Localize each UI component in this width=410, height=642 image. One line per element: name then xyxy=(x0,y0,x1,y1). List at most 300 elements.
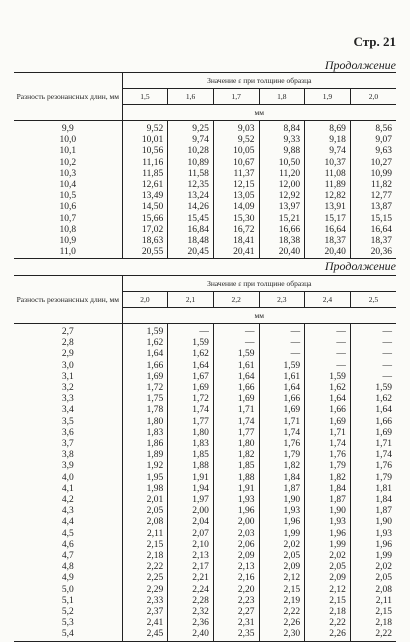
table-cell: 2,03 xyxy=(213,529,259,540)
table-cell: — xyxy=(305,361,351,372)
table-row xyxy=(14,324,396,339)
table-cell: 9,52 xyxy=(122,121,168,136)
table-cell: 2,20 xyxy=(213,585,259,596)
table-cell: — xyxy=(350,324,396,339)
table-cell: 1,61 xyxy=(213,361,259,372)
table-row xyxy=(14,439,396,450)
table-cell: 1,80 xyxy=(122,417,168,428)
table-cell: 16,64 xyxy=(350,225,396,236)
row-label: 3,4 xyxy=(61,405,74,416)
table-cell: 15,45 xyxy=(168,214,214,225)
table-cell: 1,72 xyxy=(168,394,214,405)
table-cell: 2,29 xyxy=(122,585,168,596)
table-cell: 1,59 xyxy=(213,349,259,360)
table-cell: — xyxy=(350,349,396,360)
table-cell: — xyxy=(350,338,396,349)
group-header: Значение ε при толщине образца xyxy=(122,73,396,89)
unit-header: мм xyxy=(122,105,396,121)
table-cell: 12,61 xyxy=(122,180,168,191)
table-cell: 2,23 xyxy=(213,596,259,607)
table-cell: 2,09 xyxy=(213,551,259,562)
table-cell: 1,75 xyxy=(122,394,168,405)
row-header: Разность резонансных длин, мм xyxy=(14,276,122,324)
table-cell: 1,88 xyxy=(213,473,259,484)
table-cell: 1,87 xyxy=(305,495,351,506)
row-label: 5,0 xyxy=(61,584,74,595)
table-row xyxy=(14,573,396,584)
table-cell: 10,27 xyxy=(350,158,396,169)
table-cell: — xyxy=(305,338,351,349)
table-cell: 2,22 xyxy=(350,629,396,641)
table-cell: 1,99 xyxy=(259,529,305,540)
table-row xyxy=(14,461,396,472)
table-cell: 2,02 xyxy=(350,562,396,573)
table-cell: 1,93 xyxy=(305,517,351,528)
table-cell: 1,87 xyxy=(350,506,396,517)
table-row xyxy=(14,529,396,540)
table-cell: 1,83 xyxy=(168,439,214,450)
row-label: 3,3 xyxy=(61,394,74,405)
table-cell: 1,82 xyxy=(213,450,259,461)
row-label: 4,9 xyxy=(61,573,74,584)
table-row xyxy=(14,540,396,551)
table-cell: 1,79 xyxy=(350,473,396,484)
column-header: 1,9 xyxy=(305,89,351,105)
table-cell: 15,30 xyxy=(213,214,259,225)
row-label: 3,5 xyxy=(61,416,74,427)
table-cell: 1,82 xyxy=(259,461,305,472)
table-cell: 18,63 xyxy=(122,236,168,247)
row-header: Разность резонансных длин, мм xyxy=(14,73,122,121)
table-cell: 11,89 xyxy=(305,180,351,191)
table-cell: 2,05 xyxy=(305,562,351,573)
table-cell: 9,07 xyxy=(350,135,396,146)
table-row xyxy=(14,495,396,506)
table-cell: 2,37 xyxy=(122,607,168,618)
table-cell: 1,74 xyxy=(350,450,396,461)
table-cell: 1,66 xyxy=(305,405,351,416)
table-cell: 1,90 xyxy=(305,506,351,517)
row-label: 2,9 xyxy=(61,349,74,360)
table-cell: 11,08 xyxy=(305,169,351,180)
row-label: 10,8 xyxy=(59,224,77,235)
table-cell: 12,00 xyxy=(259,180,305,191)
table-cell: 10,01 xyxy=(122,135,168,146)
table-cell: 20,55 xyxy=(122,247,168,259)
table-cell: 1,66 xyxy=(213,383,259,394)
table-cell: 10,28 xyxy=(168,146,214,157)
table-cell: 2,11 xyxy=(350,596,396,607)
table-cell: 2,33 xyxy=(122,596,168,607)
table-row xyxy=(14,202,396,213)
row-label: 2,8 xyxy=(61,338,74,349)
table-cell: 1,71 xyxy=(305,428,351,439)
table-cell: 1,95 xyxy=(122,473,168,484)
row-label: 10,7 xyxy=(59,213,77,224)
table-row xyxy=(14,629,396,641)
continuation-label: Продолжение xyxy=(324,259,396,273)
table-cell: 16,64 xyxy=(305,225,351,236)
table-cell: 2,21 xyxy=(168,573,214,584)
table-cell: 1,76 xyxy=(259,439,305,450)
table-row xyxy=(14,517,396,528)
column-header: 1,5 xyxy=(122,89,168,105)
table-cell: 2,27 xyxy=(213,607,259,618)
table-cell: 2,32 xyxy=(168,607,214,618)
table-cell: 15,66 xyxy=(122,214,168,225)
table-cell: 1,99 xyxy=(350,551,396,562)
table-cell: 11,85 xyxy=(122,169,168,180)
table-row xyxy=(14,158,396,169)
table-row xyxy=(14,180,396,191)
table-cell: 15,21 xyxy=(259,214,305,225)
table-cell: 12,92 xyxy=(259,191,305,202)
table-cell: 1,93 xyxy=(350,529,396,540)
row-label: 10,4 xyxy=(59,180,77,191)
table-cell: 1,59 xyxy=(350,383,396,394)
table-cell: 9,33 xyxy=(259,135,305,146)
table-cell: — xyxy=(259,338,305,349)
table-cell: 1,71 xyxy=(350,439,396,450)
table-cell: 18,41 xyxy=(213,236,259,247)
table-cell: 1,88 xyxy=(168,461,214,472)
table-cell: 1,67 xyxy=(168,372,214,383)
row-label: 4,5 xyxy=(61,528,74,539)
table-cell: 18,37 xyxy=(305,236,351,247)
table-cell: 20,36 xyxy=(350,247,396,259)
table-cell: 2,15 xyxy=(305,596,351,607)
table-cell: 1,82 xyxy=(305,473,351,484)
table-cell: 1,92 xyxy=(122,461,168,472)
table-row xyxy=(14,417,396,428)
table-cell: 9,18 xyxy=(305,135,351,146)
row-label: 3,9 xyxy=(61,461,74,472)
table-cell: 13,24 xyxy=(168,191,214,202)
table-cell: 2,15 xyxy=(259,585,305,596)
table-cell: 1,76 xyxy=(305,450,351,461)
table-cell: 1,66 xyxy=(259,394,305,405)
table-cell: 1,76 xyxy=(350,461,396,472)
table-cell: 1,64 xyxy=(213,372,259,383)
table-cell: 1,69 xyxy=(122,372,168,383)
table-cell: 9,25 xyxy=(168,121,214,136)
table-cell: 1,84 xyxy=(259,473,305,484)
table-cell: 2,02 xyxy=(259,540,305,551)
table-cell: 1,74 xyxy=(305,439,351,450)
table-cell: 2,22 xyxy=(305,618,351,629)
table-cell: 2,40 xyxy=(168,629,214,641)
table-cell: 1,64 xyxy=(259,383,305,394)
table-cell: 1,99 xyxy=(305,540,351,551)
row-label: 4,2 xyxy=(61,495,74,506)
table-cell: 10,56 xyxy=(122,146,168,157)
table-cell: 2,24 xyxy=(168,585,214,596)
table-cell: 16,84 xyxy=(168,225,214,236)
table-cell: 1,80 xyxy=(213,439,259,450)
table-cell: 2,16 xyxy=(213,573,259,584)
table-cell: 1,64 xyxy=(350,405,396,416)
table-cell: 13,49 xyxy=(122,191,168,202)
row-label: 10,5 xyxy=(59,191,77,202)
row-label: 10,9 xyxy=(59,236,77,247)
table-cell: 2,30 xyxy=(259,629,305,641)
table-row xyxy=(14,473,396,484)
table-cell: 2,41 xyxy=(122,618,168,629)
table-cell: 2,12 xyxy=(305,585,351,596)
column-header: 1,8 xyxy=(259,89,305,105)
table-cell: 2,13 xyxy=(213,562,259,573)
table-cell: 1,64 xyxy=(168,361,214,372)
row-label: 5,2 xyxy=(61,607,74,618)
table-row xyxy=(14,585,396,596)
table-cell: 10,37 xyxy=(305,158,351,169)
table-row xyxy=(14,349,396,360)
table-cell: 2,15 xyxy=(350,607,396,618)
table-row xyxy=(14,596,396,607)
row-label: 2,7 xyxy=(61,327,74,337)
table-cell: 11,37 xyxy=(213,169,259,180)
table-cell: 2,28 xyxy=(168,596,214,607)
table-row xyxy=(14,383,396,394)
table-cell: 1,64 xyxy=(305,394,351,405)
table-cell: 1,96 xyxy=(305,529,351,540)
table-cell: — xyxy=(350,372,396,383)
table-cell: — xyxy=(168,324,214,339)
column-header: 2,1 xyxy=(168,292,214,308)
column-header: 2,0 xyxy=(350,89,396,105)
table-cell: 1,98 xyxy=(122,484,168,495)
table-cell: 10,67 xyxy=(213,158,259,169)
table-cell: 18,48 xyxy=(168,236,214,247)
table-cell: 1,96 xyxy=(213,506,259,517)
table-cell: 2,26 xyxy=(305,629,351,641)
table-cell: 12,35 xyxy=(168,180,214,191)
table-cell: 9,03 xyxy=(213,121,259,136)
table-cell: 1,90 xyxy=(259,495,305,506)
table-cell: 14,50 xyxy=(122,202,168,213)
table-cell: 1,94 xyxy=(168,484,214,495)
continuation-label: Продолжение xyxy=(324,58,396,72)
table-cell: 2,36 xyxy=(168,618,214,629)
table-cell: 2,45 xyxy=(122,629,168,641)
row-label: 3,7 xyxy=(61,439,74,450)
table-cell: 13,05 xyxy=(213,191,259,202)
table-cell: 13,91 xyxy=(305,202,351,213)
table-cell: 1,84 xyxy=(305,484,351,495)
table-row xyxy=(14,146,396,157)
row-label: 10,3 xyxy=(59,168,77,179)
table-cell: 2,25 xyxy=(122,573,168,584)
table-cell: 1,59 xyxy=(259,361,305,372)
table-cell: 1,83 xyxy=(122,428,168,439)
table-cell: 2,00 xyxy=(168,506,214,517)
table-2 xyxy=(14,275,396,642)
column-header: 2,5 xyxy=(350,292,396,308)
table-row xyxy=(14,405,396,416)
table-cell: 9,88 xyxy=(259,146,305,157)
table-cell: 1,71 xyxy=(259,417,305,428)
table-row xyxy=(14,506,396,517)
table-cell: 10,89 xyxy=(168,158,214,169)
table-cell: 1,87 xyxy=(259,484,305,495)
table-cell: 13,87 xyxy=(350,202,396,213)
table-cell: 2,31 xyxy=(213,618,259,629)
table-cell: 1,69 xyxy=(350,428,396,439)
table-cell: 18,37 xyxy=(350,236,396,247)
table-cell: 1,97 xyxy=(168,495,214,506)
table-cell: 15,17 xyxy=(305,214,351,225)
table-cell: — xyxy=(305,349,351,360)
table-cell: 2,09 xyxy=(259,562,305,573)
table-row xyxy=(14,214,396,225)
row-label: 4,7 xyxy=(61,551,74,562)
table-row xyxy=(14,361,396,372)
table-cell: 1,66 xyxy=(350,417,396,428)
row-label: 9,9 xyxy=(61,124,74,134)
row-label: 3,1 xyxy=(61,371,74,382)
table-cell: 2,19 xyxy=(259,596,305,607)
row-label: 5,4 xyxy=(14,629,122,641)
table-cell: 9,74 xyxy=(168,135,214,146)
row-label: 11,0 xyxy=(14,247,122,259)
table-cell: 13,97 xyxy=(259,202,305,213)
table-cell: 1,86 xyxy=(122,439,168,450)
table-row xyxy=(14,428,396,439)
table-cell: 1,61 xyxy=(259,372,305,383)
row-label: 3,8 xyxy=(61,450,74,461)
table-cell: 1,71 xyxy=(213,405,259,416)
table-cell: 1,79 xyxy=(305,461,351,472)
table-cell: 1,93 xyxy=(259,506,305,517)
row-label: 3,6 xyxy=(61,427,74,438)
row-label: 5,1 xyxy=(61,595,74,606)
table-cell: 1,66 xyxy=(122,361,168,372)
table-cell: 2,15 xyxy=(122,540,168,551)
column-header: 1,7 xyxy=(213,89,259,105)
table-row xyxy=(14,191,396,202)
table-cell: 2,06 xyxy=(213,540,259,551)
table-cell: 1,89 xyxy=(122,450,168,461)
table-cell: 11,16 xyxy=(122,158,168,169)
table-cell: — xyxy=(213,324,259,339)
row-label: 10,2 xyxy=(59,157,77,168)
table-cell: 1,90 xyxy=(350,517,396,528)
table-cell: — xyxy=(213,338,259,349)
row-label: 4,1 xyxy=(61,483,74,494)
table-cell: — xyxy=(259,324,305,339)
table-row xyxy=(14,169,396,180)
table-cell: 11,82 xyxy=(350,180,396,191)
table-cell: 1,59 xyxy=(305,372,351,383)
table-cell: 20,40 xyxy=(305,247,351,259)
table-cell: 20,41 xyxy=(213,247,259,259)
table-cell: 1,59 xyxy=(168,338,214,349)
table-cell: 2,35 xyxy=(213,629,259,641)
group-header: Значение ε при толщине образца xyxy=(122,276,396,292)
table-cell: — xyxy=(350,361,396,372)
table-cell: 2,13 xyxy=(168,551,214,562)
row-label: 4,4 xyxy=(61,517,74,528)
table-row xyxy=(14,562,396,573)
table-cell: 11,20 xyxy=(259,169,305,180)
table-cell: 1,69 xyxy=(305,417,351,428)
table-cell: 12,15 xyxy=(213,180,259,191)
row-label: 5,3 xyxy=(61,618,74,629)
table-cell: 1,69 xyxy=(213,394,259,405)
table-cell: 14,26 xyxy=(168,202,214,213)
table-cell: 1,69 xyxy=(168,383,214,394)
table-cell: 1,91 xyxy=(213,484,259,495)
table-cell: 2,08 xyxy=(122,517,168,528)
table-cell: 1,62 xyxy=(168,349,214,360)
table-cell: 10,99 xyxy=(350,169,396,180)
table-cell: 2,04 xyxy=(168,517,214,528)
table-cell: 2,07 xyxy=(168,529,214,540)
row-label: 4,8 xyxy=(61,562,74,573)
column-header: 2,3 xyxy=(259,292,305,308)
table-cell: 20,40 xyxy=(259,247,305,259)
table-cell: 1,91 xyxy=(168,473,214,484)
table-cell: 8,69 xyxy=(305,121,351,136)
row-label: 10,6 xyxy=(59,202,77,213)
column-header: 2,0 xyxy=(122,292,168,308)
table-cell: 1,78 xyxy=(122,405,168,416)
table-cell: 1,69 xyxy=(259,405,305,416)
table-cell: 1,77 xyxy=(168,417,214,428)
table-row xyxy=(14,450,396,461)
table-row xyxy=(14,225,396,236)
table-1 xyxy=(14,72,396,259)
table-cell: 1,84 xyxy=(350,495,396,506)
table-cell: 1,64 xyxy=(122,349,168,360)
table-cell: 1,59 xyxy=(122,324,168,339)
table-row xyxy=(14,551,396,562)
table-cell: 2,00 xyxy=(213,517,259,528)
table-cell: 1,85 xyxy=(213,461,259,472)
table-row xyxy=(14,372,396,383)
table-row xyxy=(14,618,396,629)
table-row xyxy=(14,135,396,146)
table-cell: — xyxy=(259,349,305,360)
table-row xyxy=(14,338,396,349)
row-label: 10,1 xyxy=(59,146,77,157)
column-header: 2,2 xyxy=(213,292,259,308)
table-cell: 1,85 xyxy=(168,450,214,461)
row-label: 10,0 xyxy=(59,135,77,146)
table-cell: 1,74 xyxy=(168,405,214,416)
row-label: 3,2 xyxy=(61,383,74,394)
table-cell: 1,81 xyxy=(350,484,396,495)
table-cell: 12,77 xyxy=(350,191,396,202)
unit-header: мм xyxy=(122,308,396,324)
table-cell: 1,93 xyxy=(213,495,259,506)
table-cell: 14,09 xyxy=(213,202,259,213)
table-body xyxy=(14,121,396,259)
table-cell: 2,01 xyxy=(122,495,168,506)
table-cell: 1,62 xyxy=(305,383,351,394)
table-cell: 9,63 xyxy=(350,146,396,157)
column-header: 1,6 xyxy=(168,89,214,105)
table-cell: 2,17 xyxy=(168,562,214,573)
table-row xyxy=(14,236,396,247)
table-cell: 2,05 xyxy=(122,506,168,517)
table-row xyxy=(14,394,396,405)
table-cell: 2,10 xyxy=(168,540,214,551)
table-cell: 2,22 xyxy=(122,562,168,573)
table-cell: 8,84 xyxy=(259,121,305,136)
table-cell: 2,18 xyxy=(305,607,351,618)
table-cell: — xyxy=(305,324,351,339)
